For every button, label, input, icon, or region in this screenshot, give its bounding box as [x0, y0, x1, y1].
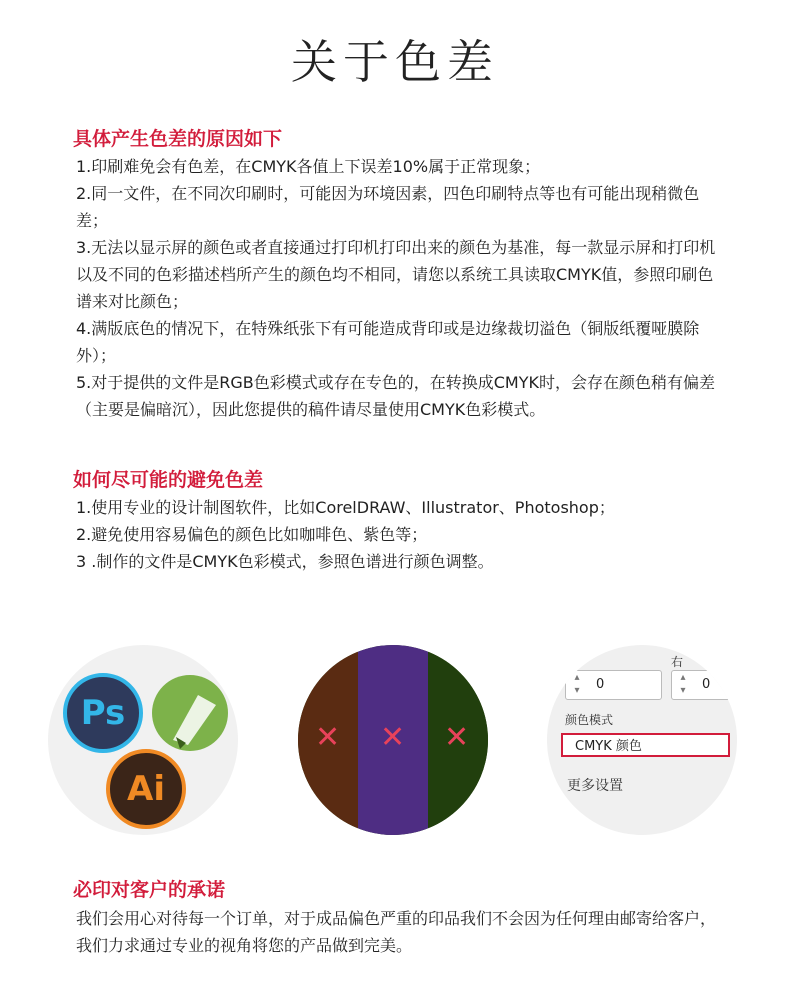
software-icons-illustration	[48, 645, 238, 835]
paragraph: 我们会用心对待每一个订单，对于成品偏色严重的印品我们不会因为任何理由邮寄给客户，我们力求通过专业的视角将您的产品做到完美。	[76, 909, 717, 955]
list-item: 1.印刷难免会有色差，在CMYK各值上下误差10%属于正常现象；	[76, 157, 541, 176]
section-heading-promise: 必印对客户的承诺	[73, 879, 226, 901]
cross-icon: ✕	[380, 720, 406, 755]
list-item: 2.同一文件，在不同次印刷时，可能因为环境因素，四色印刷特点等也有可能出现稍微色差；	[76, 184, 700, 230]
color-mode-select: CMYK 颜色	[561, 733, 730, 757]
illustrator-icon: Ai	[106, 749, 186, 829]
list-item: 3 .制作的文件是CMYK色彩模式，参照色谱进行颜色调整。	[76, 552, 494, 571]
spinner-icon: ▴ ▾	[680, 672, 686, 696]
cross-icon: ✕	[315, 720, 341, 755]
list-item: 3.无法以显示屏的颜色或者直接通过打印机打印出来的颜色为基准，每一款显示屏和打印机以及不同的色彩描述档所产生的颜色均不相同，请您以系统工具读取CMYK值，参照印刷色谱来对比颜色；	[76, 238, 716, 311]
stepper-value: 0	[596, 677, 605, 692]
section-heading-causes: 具体产生色差的原因如下	[73, 128, 283, 150]
list-item: 4.满版底色的情况下，在特殊纸张下有可能造成背印或是边缘裁切溢色（铜版纸覆哑膜除外）；	[76, 319, 700, 365]
cross-icon: ✕	[444, 720, 470, 755]
page-title: 关于色差	[291, 35, 499, 89]
list-item: 2.避免使用容易偏色的颜色比如咖啡色、紫色等；	[76, 525, 428, 544]
causes-list	[76, 153, 726, 423]
right-label: 右	[671, 655, 684, 669]
stepper-value: 0	[702, 677, 711, 692]
more-settings-label: 更多设置	[567, 778, 623, 794]
promise-text	[76, 905, 726, 959]
spinner-icon: ▴ ▾	[574, 672, 580, 696]
list-item: 5.对于提供的文件是RGB色彩模式或存在专色的，在转换成CMYK时，会存在颜色稍有偏差（主要是偏暗沉），因此您提供的稿件请尽量使用CMYK色彩模式。	[76, 373, 716, 419]
avoid-colors-illustration	[298, 645, 488, 835]
settings-panel-illustration	[547, 645, 737, 835]
stepper-right	[671, 670, 737, 700]
list-item: 1.使用专业的设计制图软件，比如CorelDRAW、Illustrator、Photoshop；	[76, 498, 615, 517]
stepper-left	[565, 670, 662, 700]
section-heading-avoid: 如何尽可能的避免色差	[73, 469, 264, 491]
color-mode-label: 颜色模式	[565, 713, 614, 727]
photoshop-icon: Ps	[63, 673, 143, 753]
avoid-list	[76, 494, 726, 575]
